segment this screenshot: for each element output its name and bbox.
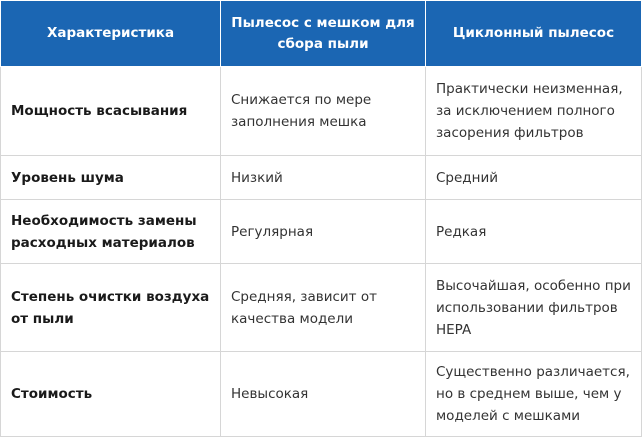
row-bag-value: Снижается по мере заполнения мешка	[221, 67, 426, 156]
row-feature: Степень очистки воздуха от пыли	[1, 264, 221, 352]
row-cyclone-value: Высочайшая, особенно при использовании фильтров HEPA	[426, 264, 642, 352]
row-cyclone-value: Средний	[426, 156, 642, 200]
header-cyclone-vacuum: Циклонный пылесос	[426, 1, 642, 67]
row-bag-value: Регулярная	[221, 200, 426, 264]
table-header	[1, 1, 642, 67]
header-feature: Характеристика	[1, 1, 221, 67]
row-cyclone-value: Редкая	[426, 200, 642, 264]
table-body	[1, 67, 642, 437]
header-row	[1, 1, 642, 67]
table-row	[1, 156, 642, 200]
table-row	[1, 264, 642, 352]
row-bag-value: Низкий	[221, 156, 426, 200]
row-feature: Мощность всасывания	[1, 67, 221, 156]
row-cyclone-value: Существенно различается, но в среднем выше, чем у моделей с мешками	[426, 352, 642, 437]
row-feature: Стоимость	[1, 352, 221, 437]
table-row	[1, 352, 642, 437]
row-cyclone-value: Практически неизменная, за исключением полного засорения фильтров	[426, 67, 642, 156]
row-bag-value: Невысокая	[221, 352, 426, 437]
row-bag-value: Средняя, зависит от качества модели	[221, 264, 426, 352]
row-feature: Уровень шума	[1, 156, 221, 200]
table-row	[1, 200, 642, 264]
row-feature: Необходимость замены расходных материалов	[1, 200, 221, 264]
table-row	[1, 67, 642, 156]
header-bag-vacuum: Пылесос с мешком для сбора пыли	[221, 1, 426, 67]
